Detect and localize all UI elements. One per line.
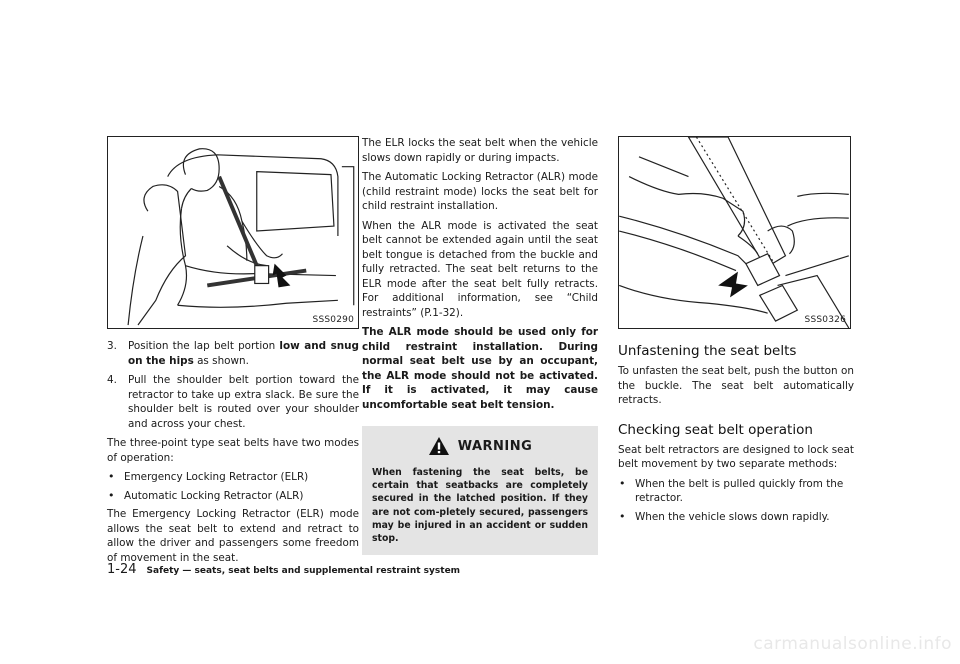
warning-header: [372, 436, 588, 456]
elr-locks-paragraph: The ELR locks the seat belt when the vehicle slows down rapidly or during impacts.: [362, 137, 598, 164]
warning-title: WARNING: [457, 438, 533, 454]
warning-box: [362, 426, 598, 555]
heading-checking: Checking seat belt operation: [618, 421, 813, 438]
watermark: carmanualsonline.info: [753, 634, 952, 654]
modes-intro: The three-point type seat belts have two modes of operation:: [107, 437, 359, 464]
mode-alr: • Automatic Locking Retractor (ALR): [107, 489, 359, 504]
step-4: 4. Pull the shoulder belt portion toward the retractor to take up extra slack. Be sure the shoulder belt is routed over your shoulder and across your chest.: [107, 374, 359, 430]
unfastening-paragraph: To unfasten the seat belt, push the button on the buckle. The seat belt automatically retracts.: [618, 365, 854, 406]
elr-paragraph: The Emergency Locking Retractor (ELR) mode allows the seat belt to extend and retract to allow the driver and passengers some freedom of movement in the seat.: [107, 508, 359, 564]
step-list: [107, 339, 359, 431]
method-pulled: • When the belt is pulled quickly from the retractor.: [618, 477, 854, 506]
method-slows: • When the vehicle slows down rapidly.: [618, 510, 854, 525]
section-title: Safety — seats, seat belts and supplemental restraint system: [146, 566, 461, 576]
warning-text: When fastening the seat belts, be certain that seatbacks are completely secured in the latched position. If they are not com-pletely secured, passengers may be injured in an accident or sudden stop.: [372, 467, 588, 545]
warning-icon: [428, 436, 450, 456]
figure-code: SSS0290: [312, 315, 354, 325]
alr-usage-paragraph: The ALR mode should be used only for child restraint installation. During normal seat belt use by an occupant, the ALR mode should not be activated. If it is activated, it may cause uncomfortable seat belt tension.: [362, 326, 598, 411]
figure-lap-belt: [107, 136, 359, 329]
alr-activated-paragraph: When the ALR mode is activated the seat belt cannot be extended again until the seat belt tongue is detached from the buckle and fully retracted. The seat belt returns to the ELR mode after the seat belt fully retracts. For additional information, see “Child restraints” (P.1-32).: [362, 219, 598, 319]
mode-elr: • Emergency Locking Retractor (ELR): [107, 470, 359, 485]
modes-list: [107, 470, 359, 503]
buckle-illustration: [619, 137, 850, 328]
lap-belt-illustration: [108, 137, 358, 328]
column-middle: [362, 136, 598, 555]
alr-paragraph: The Automatic Locking Retractor (ALR) mode (child restraint mode) locks the seat belt for child restraint installation.: [362, 171, 598, 212]
figure-buckle: [618, 136, 851, 329]
page-number: 1-24: [107, 562, 137, 577]
checking-paragraph: Seat belt retractors are designed to lock seat belt movement by two separate methods:: [618, 443, 854, 470]
methods-list: [618, 477, 854, 525]
column-left: [107, 136, 359, 570]
column-right: [618, 136, 854, 528]
figure-code: SSS0326: [804, 315, 846, 325]
heading-unfastening: Unfastening the seat belts: [618, 343, 797, 359]
page-footer: [107, 562, 460, 577]
step-3: 3. Position the lap belt portion low and snug on the hips as shown.: [107, 340, 359, 367]
